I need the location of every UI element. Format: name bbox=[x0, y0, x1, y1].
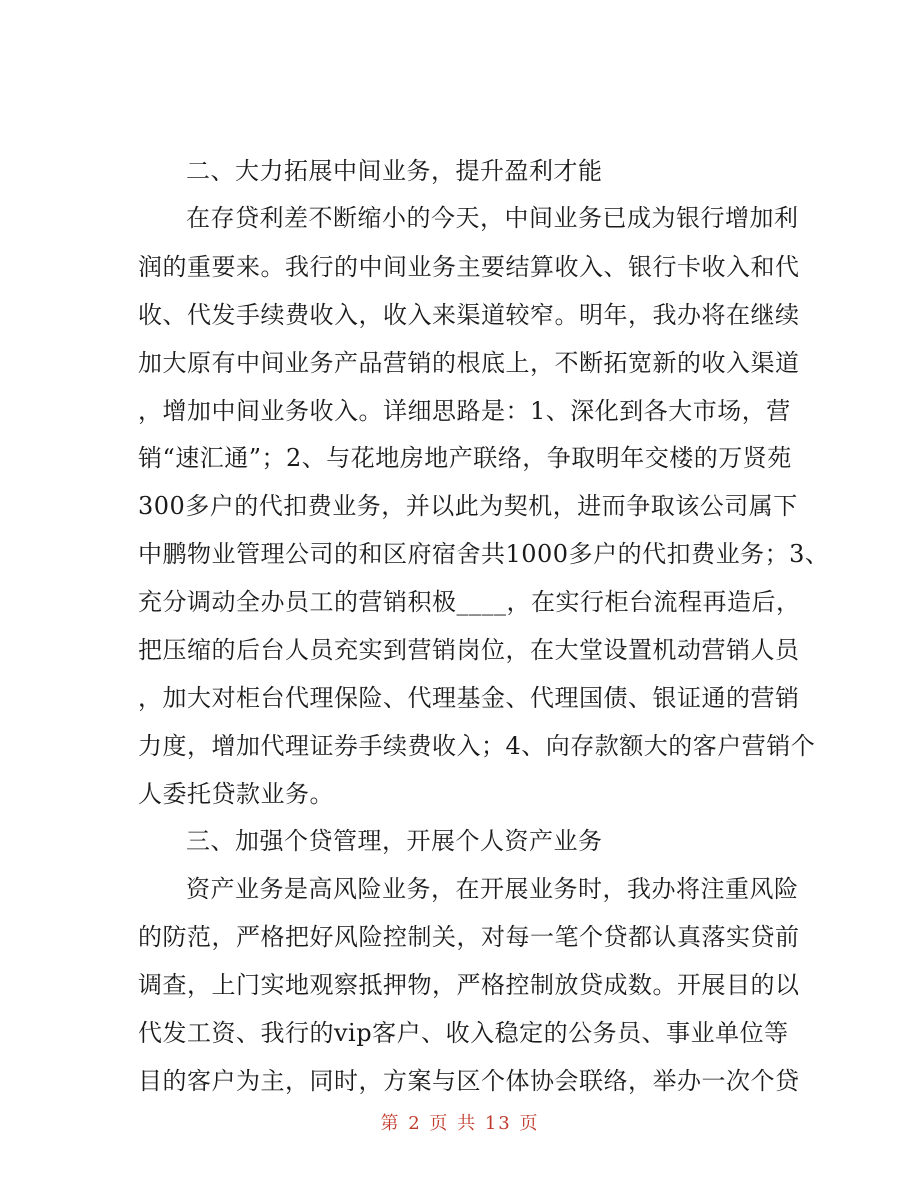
paragraph-line: 目的客户为主，同时，方案与区个体协会联络，举办一次个贷 bbox=[138, 1067, 800, 1095]
paragraph-line: 加大原有中间业务产品营销的根底上，不断拓宽新的收入渠道 bbox=[138, 349, 800, 377]
page-number-footer: 第 2 页 共 13 页 bbox=[380, 1113, 540, 1134]
paragraph-line: 的防范，严格把好风险控制关，对每一笔个贷都认真落实贷前 bbox=[138, 923, 800, 951]
paragraph-line: 收、代发手续费收入，收入来渠道较窄。明年，我办将在继续 bbox=[138, 301, 800, 329]
paragraph-line: 销“速汇通”；2、与花地房地产联络，争取明年交楼的万贤苑 bbox=[138, 444, 792, 472]
paragraph-line: 调查，上门实地观察抵押物，严格控制放贷成数。开展目的以 bbox=[138, 971, 800, 999]
section-heading-3: 三、加强个贷管理，开展个人资产业务 bbox=[186, 827, 603, 855]
paragraph-line: 资产业务是高风险业务，在开展业务时，我办将注重风险 bbox=[186, 875, 799, 903]
paragraph-line: 把压缩的后台人员充实到营销岗位，在大堂设置机动营销人员 bbox=[138, 636, 800, 664]
paragraph-line: ，增加中间业务收入。详细思路是：1、深化到各大市场，营 bbox=[138, 397, 791, 425]
paragraph-line: 力度，增加代理证券手续费收入；4、向存款额大的客户营销个 bbox=[138, 732, 816, 760]
paragraph-line: ，加大对柜台代理保险、代理基金、代理国债、银证通的营销 bbox=[138, 684, 800, 712]
paragraph-line: 代发工资、我行的vip客户、收入稳定的公务员、事业单位等 bbox=[138, 1019, 789, 1047]
paragraph-line: 充分调动全办员工的营销积极____，在实行柜台流程再造后， bbox=[138, 588, 801, 616]
paragraph-line: 中鹏物业管理公司的和区府宿舍共1000多户的代扣费业务；3、 bbox=[138, 540, 830, 568]
section-heading-2: 二、大力拓展中间业务，提升盈利才能 bbox=[186, 157, 603, 185]
paragraph-line: 润的重要来。我行的中间业务主要结算收入、银行卡收入和代 bbox=[138, 253, 800, 281]
paragraph-line: 在存贷利差不断缩小的今天，中间业务已成为银行增加利 bbox=[186, 204, 799, 232]
paragraph-line: 人委托贷款业务。 bbox=[138, 780, 334, 808]
paragraph-line: 300多户的代扣费业务，并以此为契机，进而争取该公司属下 bbox=[138, 492, 798, 520]
